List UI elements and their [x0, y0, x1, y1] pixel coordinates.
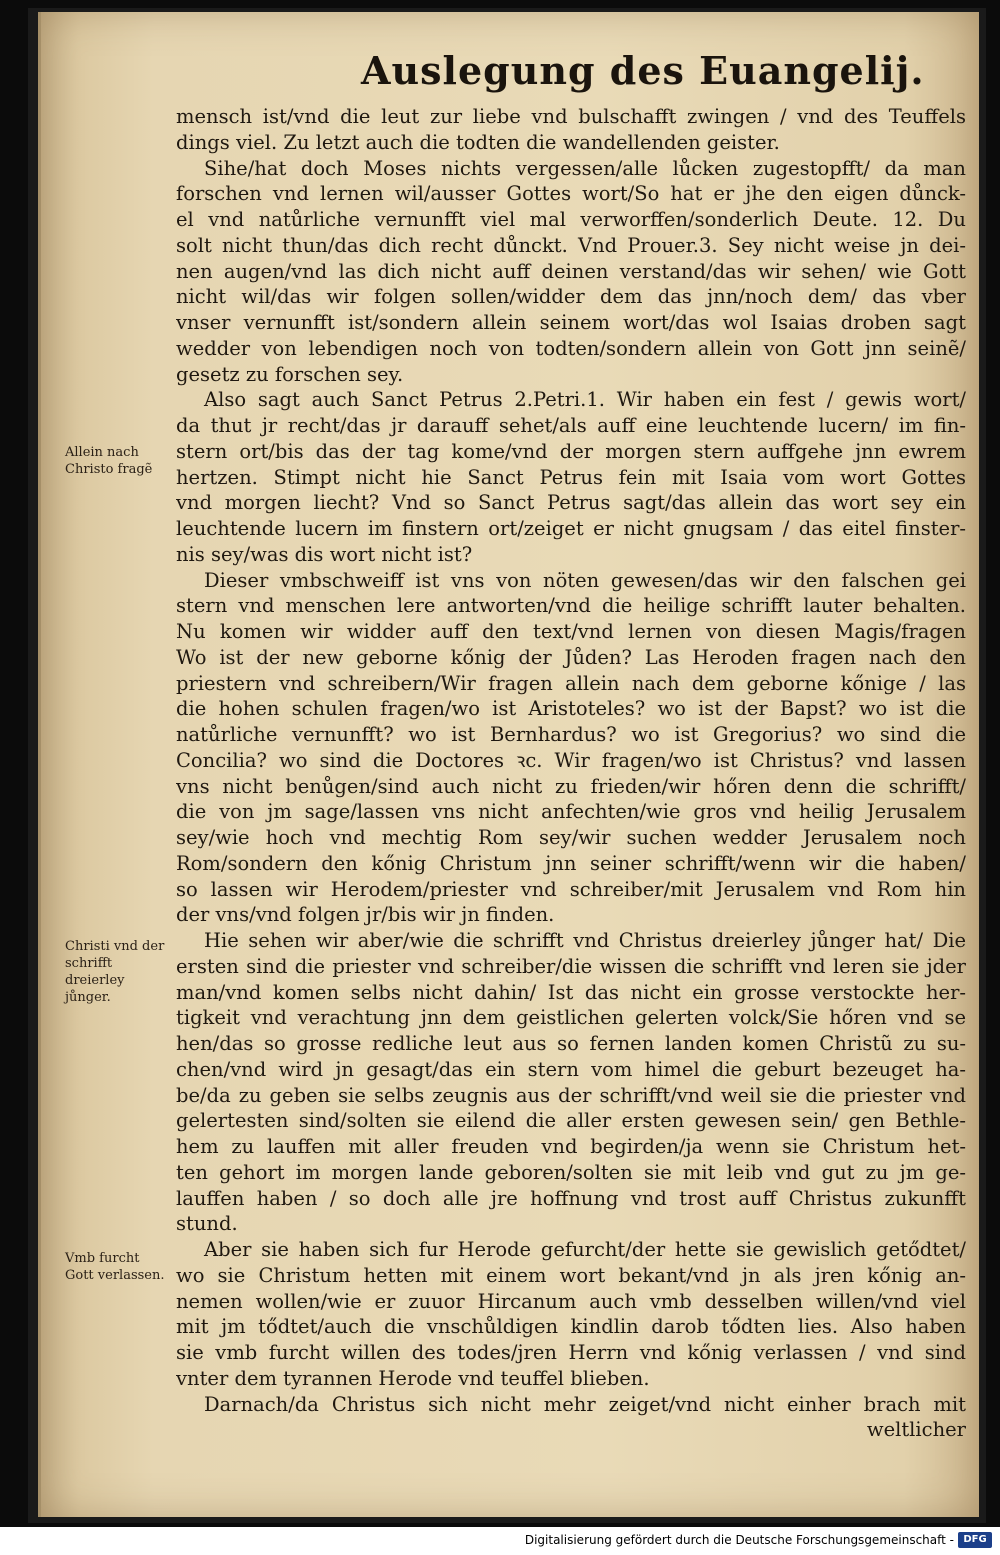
text-line: Wo ist der new geborne kőnig der Jůden? Las Heroden fragen nach den: [176, 645, 966, 669]
text-line: vnter dem tyrannen Herode vnd teuffel blieben.: [176, 1366, 650, 1390]
text-line: Sihe/hat doch Moses nichts vergessen/alle lůcken zugestopfft/ da man: [204, 156, 966, 180]
text-line: vnser vernunfft ist/sondern allein seinem wort/das wol Isaias droben sagt: [176, 311, 966, 334]
text-line: forschen vnd lernen wil/ausser Gottes wort/So hat er jhe den eigen důnck-: [176, 182, 966, 206]
marginal-note-2: Christi vnd der schrifft dreierley jůnger.: [65, 939, 165, 1005]
text-line: Aber sie haben sich fur Herode gefurcht/der hette sie gewislich getődtet/: [204, 1238, 966, 1261]
text-line: mensch ist/vnd die leut zur liebe vnd bulschafft zwingen / vnd des Teuffels: [176, 105, 966, 128]
text-line: gesetz zu forschen sey.: [176, 362, 404, 386]
text-line: die hohen schulen fragen/wo ist Aristoteles? wo ist der Bapst? wo ist die: [176, 697, 966, 721]
dfg-logo: DFG: [958, 1532, 992, 1548]
text-line: tigkeit vnd verachtung jnn dem geistlichen gelerten volck/Sie hőren vnd se: [176, 1006, 966, 1030]
text-line: ersten sind die priester vnd schreiber/die wissen die schrifft vnd leren sie jder: [176, 954, 966, 978]
funding-notice: Digitalisierung gefördert durch die Deutsche Forschungsgemeinschaft -: [524, 1533, 954, 1547]
text-line: stern vnd menschen lere antworten/vnd die heilige schrifft lauter behalten.: [176, 594, 966, 618]
text-line: da thut jr recht/das jr darauff sehet/als auff eine leuchtende lucern/ im fin-: [176, 414, 966, 437]
text-line: dings viel. Zu letzt auch die todten die wandellenden geister.: [176, 130, 780, 154]
book-page: [38, 12, 979, 1517]
catchword: weltlicher: [866, 1418, 966, 1442]
text-line: lauffen haben / so doch alle jre hoffnung vnd trost auff Christus zukunfft: [176, 1186, 966, 1210]
text-line: nen augen/vnd las dich nicht auff deinen verstand/das wir sehen/ wie Gott: [176, 259, 966, 283]
text-line: stund.: [176, 1212, 238, 1236]
text-line: der vns/vnd folgen jr/bis wir jn finden.: [176, 903, 555, 927]
body-text: [176, 104, 966, 1443]
footer-bar: [0, 1527, 1000, 1555]
text-line: mit jm tődtet/auch die vnschůldigen kindlin darob tődten lies. Also haben: [176, 1315, 966, 1339]
text-line: Hie sehen wir aber/wie die schrifft vnd Christus dreierley jůnger hat/ Die: [204, 929, 966, 952]
text-line: nis sey/was dis wort nicht ist?: [176, 542, 473, 566]
text-line: stern ort/bis das der tag kome/vnd der morgen stern auffgehe jnn ewrem: [176, 439, 966, 463]
text-line: nemen wollen/wie er zuuor Hircanum auch vmb desselben willen/vnd viel: [176, 1289, 966, 1313]
text-line: Dieser vmbschweiff ist vns von nöten gewesen/das wir den falschen gei: [204, 568, 966, 592]
text-line: Also sagt auch Sanct Petrus 2.Petri.1. Wir haben ein fest / gewis wort/: [204, 388, 966, 412]
text-line: man/vnd komen selbs nicht dahin/ Ist das nicht ein grosse verstockte her-: [176, 980, 966, 1004]
text-line: vnd morgen liecht? Vnd so Sanct Petrus sagt/das allein das wort sey ein: [176, 491, 966, 515]
text-line: Nu komen wir widder auff den text/vnd lernen von diesen Magis/fragen: [176, 620, 966, 643]
text-line: wo sie Christum hetten mit einem wort bekant/vnd jn als jren kőnig an-: [176, 1263, 966, 1287]
text-line: hen/das so grosse redliche leut aus so fernen landen komen Christũ zu su-: [176, 1032, 966, 1055]
text-line: sie vmb furcht willen des todes/jren Herrn vnd kőnig verlassen / vnd sind: [176, 1341, 966, 1364]
text-line: gelertesten sind/solten sie eilend die aller ersten gewesen sein/ gen Bethle-: [176, 1109, 966, 1133]
text-line: priestern vnd schreibern/Wir fragen allein nach dem geborne kőnige / las: [176, 671, 966, 695]
text-line: el vnd natůrliche vernunfft viel mal verworffen/sonderlich Deute. 12. Du: [176, 208, 966, 231]
text-line: natůrliche vernunfft? wo ist Bernhardus? wo ist Gregorius? wo sind die: [176, 723, 966, 746]
text-line: hertzen. Stimpt nicht hie Sanct Petrus fein mit Isaia vom wort Gottes: [176, 465, 966, 489]
text-line: die von jm sage/lassen vns nicht anfechten/wie gros vnd heilig Jerusalem: [176, 800, 966, 824]
marginal-note-3: Vmb furcht Gott verlassen.: [65, 1251, 165, 1283]
text-line: vns nicht benůgen/sind auch nicht zu frieden/wir hőren denn die schrifft/: [176, 774, 966, 798]
text-line: sey/wie hoch vnd mechtig Rom sey/wir suchen wedder Jerusalem noch: [176, 826, 966, 849]
marginal-note-1: Allein nach Christo fragẽ: [65, 445, 153, 477]
text-line: solt nicht thun/das dich recht důnckt. Vnd Prouer.3. Sey nicht weise jn dei-: [176, 233, 966, 257]
book-spread: [28, 8, 986, 1523]
text-line: nicht wil/das wir folgen sollen/widder dem das jnn/noch dem/ das vber: [176, 285, 966, 309]
text-line: leuchtende lucern im finstern ort/zeiget er nicht gnugsam / das eitel finster-: [176, 517, 966, 540]
text-line: chen/vnd wird jn gesagt/das ein stern vom himel die geburt bezeuget ha-: [176, 1057, 966, 1081]
text-line: Darnach/da Christus sich nicht mehr zeiget/vnd nicht einher brach mit: [204, 1392, 966, 1416]
text-line: wedder von lebendigen noch von todten/sondern allein von Gott jnn seinẽ/: [176, 336, 966, 360]
text-line: hem zu lauffen mit aller freuden vnd begirden/ja wenn sie Christum het-: [176, 1135, 966, 1158]
text-line: be/da zu geben sie selbs zeugnis aus der schrifft/vnd weil sie die priester vnd: [176, 1083, 966, 1107]
text-line: Rom/sondern den kőnig Christum jnn seiner schrifft/wenn wir die haben/: [176, 851, 966, 875]
running-head: Auslegung des Euangelij.: [361, 48, 925, 93]
text-line: Concilia? wo sind die Doctores ꝛc. Wir fragen/wo ist Christus? vnd lassen: [176, 748, 966, 772]
text-line: so lassen wir Herodem/priester vnd schreiber/mit Jerusalem vnd Rom hin: [176, 877, 966, 901]
text-line: ten gehort im morgen lande geboren/solten sie mit leib vnd gut zu jm ge-: [176, 1160, 966, 1184]
